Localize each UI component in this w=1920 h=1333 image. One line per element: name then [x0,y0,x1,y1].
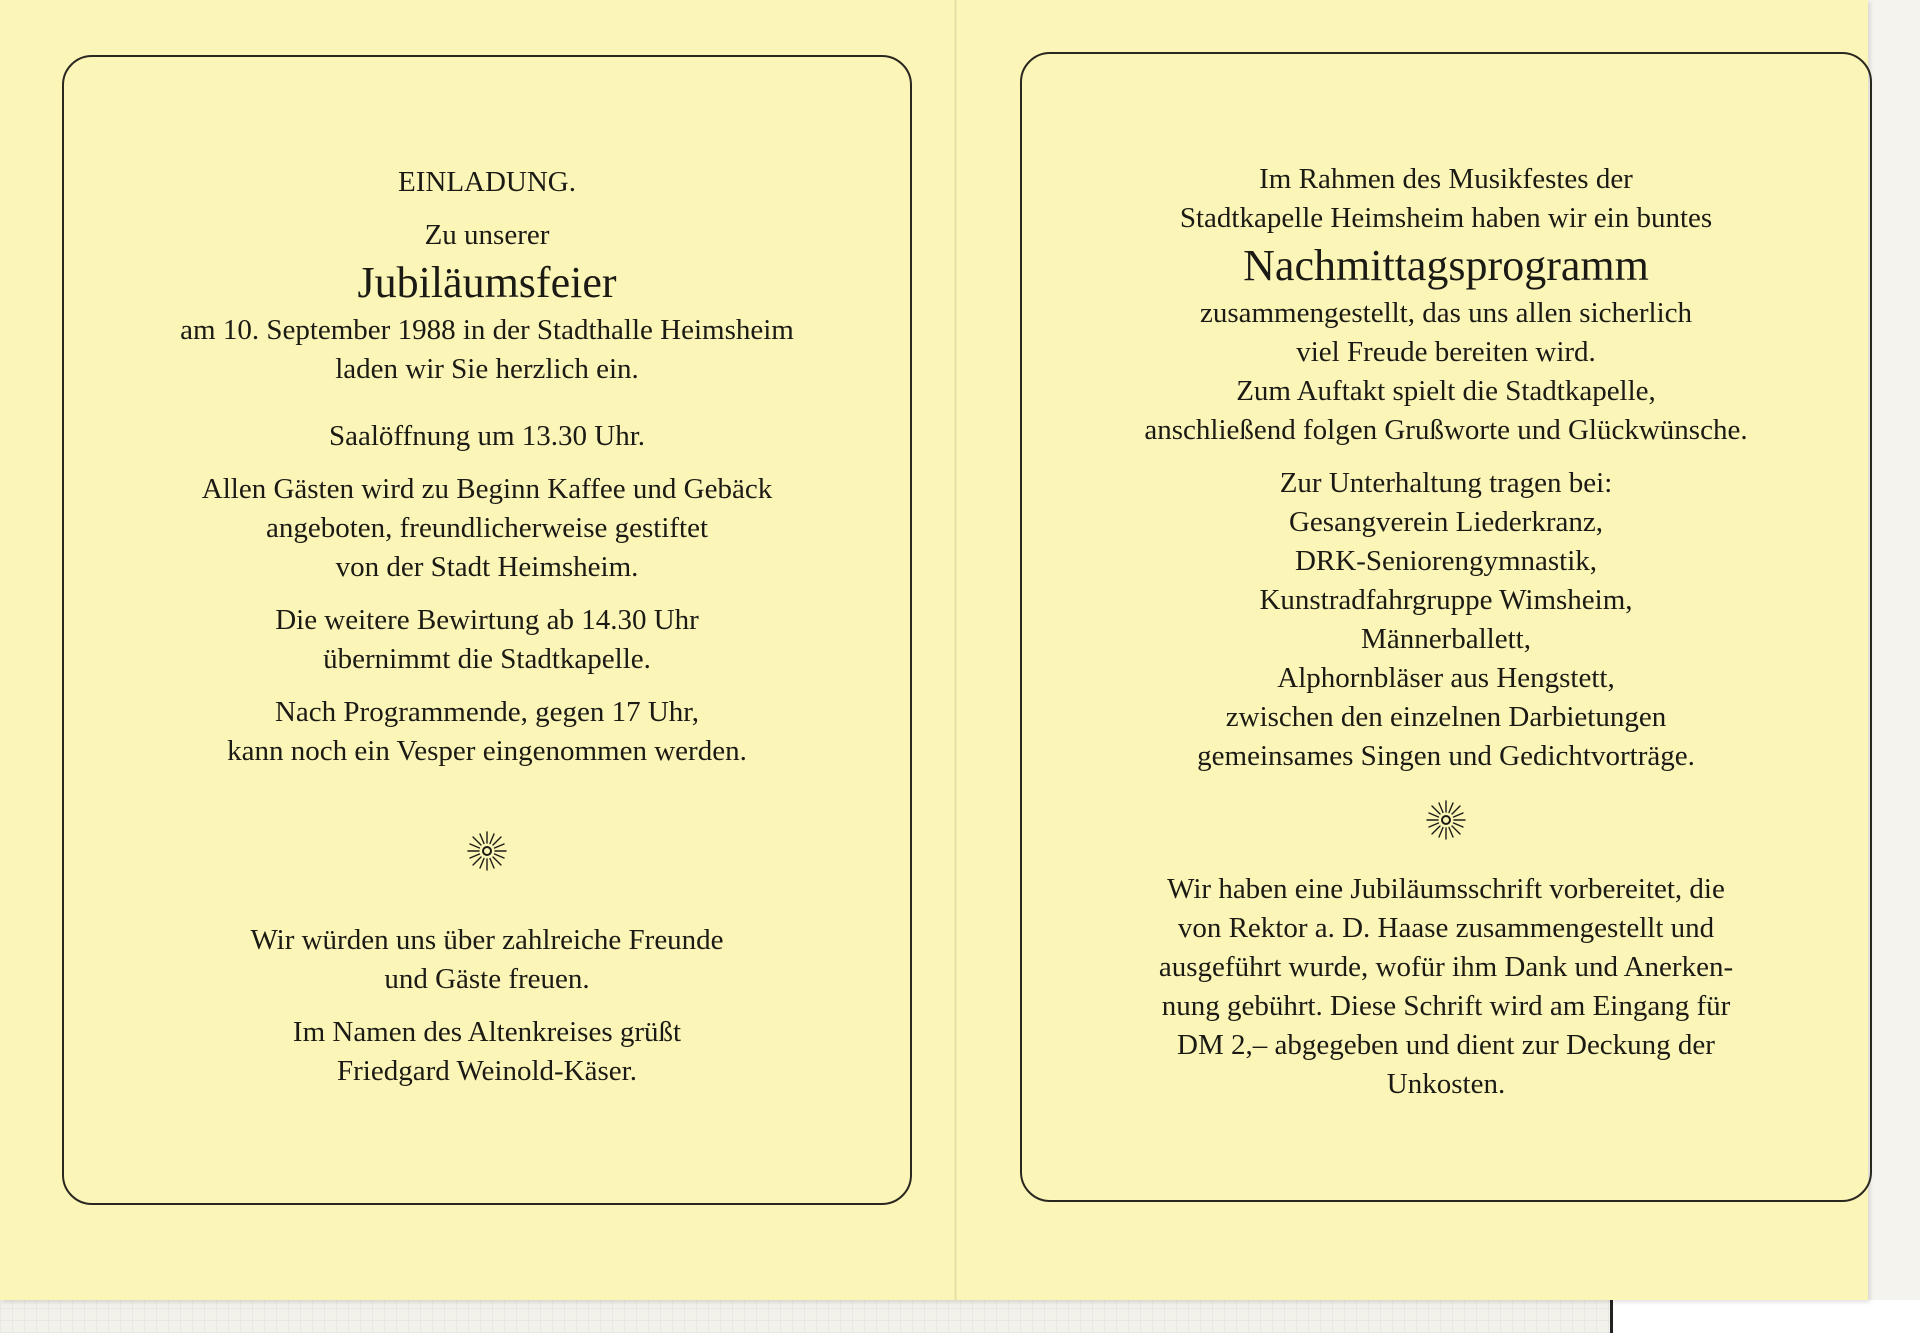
performer-item: DRK-Seniorengymnastik, [1294,545,1598,577]
booklet-line: DM 2,– abgegeben und dient zur Deckung der [1177,1029,1715,1061]
greeting-signature: Friedgard Weinold-Käser. [337,1055,637,1087]
end-line-1: Nach Programmende, gegen 17 Uhr, [274,696,700,728]
performer-item: Kunstradfahrgruppe Wimsheim, [1259,584,1633,616]
scanner-edge [1610,1300,1920,1333]
performer-item: gemeinsames Singen und Gedichtvorträge. [1197,740,1695,772]
performer-item: Alphornbläser aus Hengstett, [1277,662,1615,694]
coffee-line-3: von der Stadt Heimsheim. [335,551,639,583]
opening-time: Saalöffnung um 13.30 Uhr. [328,420,646,452]
desc-line-2: viel Freude bereiten wird. [1296,336,1596,368]
performer-item: zwischen den einzelnen Darbietungen [1225,701,1667,733]
performer-item: Männerballett, [1361,623,1531,655]
booklet-line: von Rektor a. D. Haase zusammengestellt und [1177,912,1715,944]
coffee-line-2: angeboten, freundlicherweise gestiftet [265,512,709,544]
desc-line-4: anschließend folgen Grußworte und Glückwünsche. [1144,414,1748,446]
closing-line-2: und Gäste freuen. [384,963,590,995]
intro-line-2: Stadtkapelle Heimsheim haben wir ein buntes [1179,202,1713,234]
program-title: Nachmittagsprogramm [1243,241,1649,290]
performer-item: Gesangverein Liederkranz, [1288,506,1603,538]
booklet-line: Wir haben eine Jubiläumsschrift vorbereitet, die [1167,873,1725,905]
left-panel [62,163,912,1091]
entertainment-heading: Zur Unterhaltung tragen bei: [1279,467,1613,499]
desc-line-3: Zum Auftakt spielt die Stadtkapelle, [1236,375,1656,407]
date-line-2: laden wir Sie herzlich ein. [335,353,639,385]
closing-line-1: Wir würden uns über zahlreiche Freunde [250,924,724,956]
booklet-line: nung gebührt. Diese Schrift wird am Eingang für [1161,990,1731,1022]
booklet-line: Unkosten. [1386,1068,1506,1100]
end-line-2: kann noch ein Vesper eingenommen werden. [227,735,747,767]
intro-line-1: Im Rahmen des Musikfestes der [1259,163,1633,195]
coffee-line-1: Allen Gästen wird zu Beginn Kaffee und Gebäck [201,473,773,505]
invitation-heading: EINLADUNG. [398,166,576,198]
catering-line-2: übernimmt die Stadtkapelle. [323,643,651,675]
sun-ornament-icon [465,829,509,873]
date-line-1: am 10. September 1988 in der Stadthalle Heimsheim [180,314,794,346]
scanner-margin [1868,0,1920,1300]
intro-text: Zu unserer [424,219,550,251]
catering-line-1: Die weitere Bewirtung ab 14.30 Uhr [275,604,699,636]
jubilee-title: Jubiläumsfeier [357,258,617,307]
booklet-line: ausgeführt wurde, wofür ihm Dank und Anerken- [1158,951,1734,983]
booklet-paragraph [1122,870,1770,1104]
sun-ornament-icon [1424,798,1468,842]
desc-line-1: zusammengestellt, das uns allen sicherlich [1199,297,1693,329]
right-panel [1020,160,1872,1104]
greeting-line-1: Im Namen des Altenkreises grüßt [292,1016,682,1048]
